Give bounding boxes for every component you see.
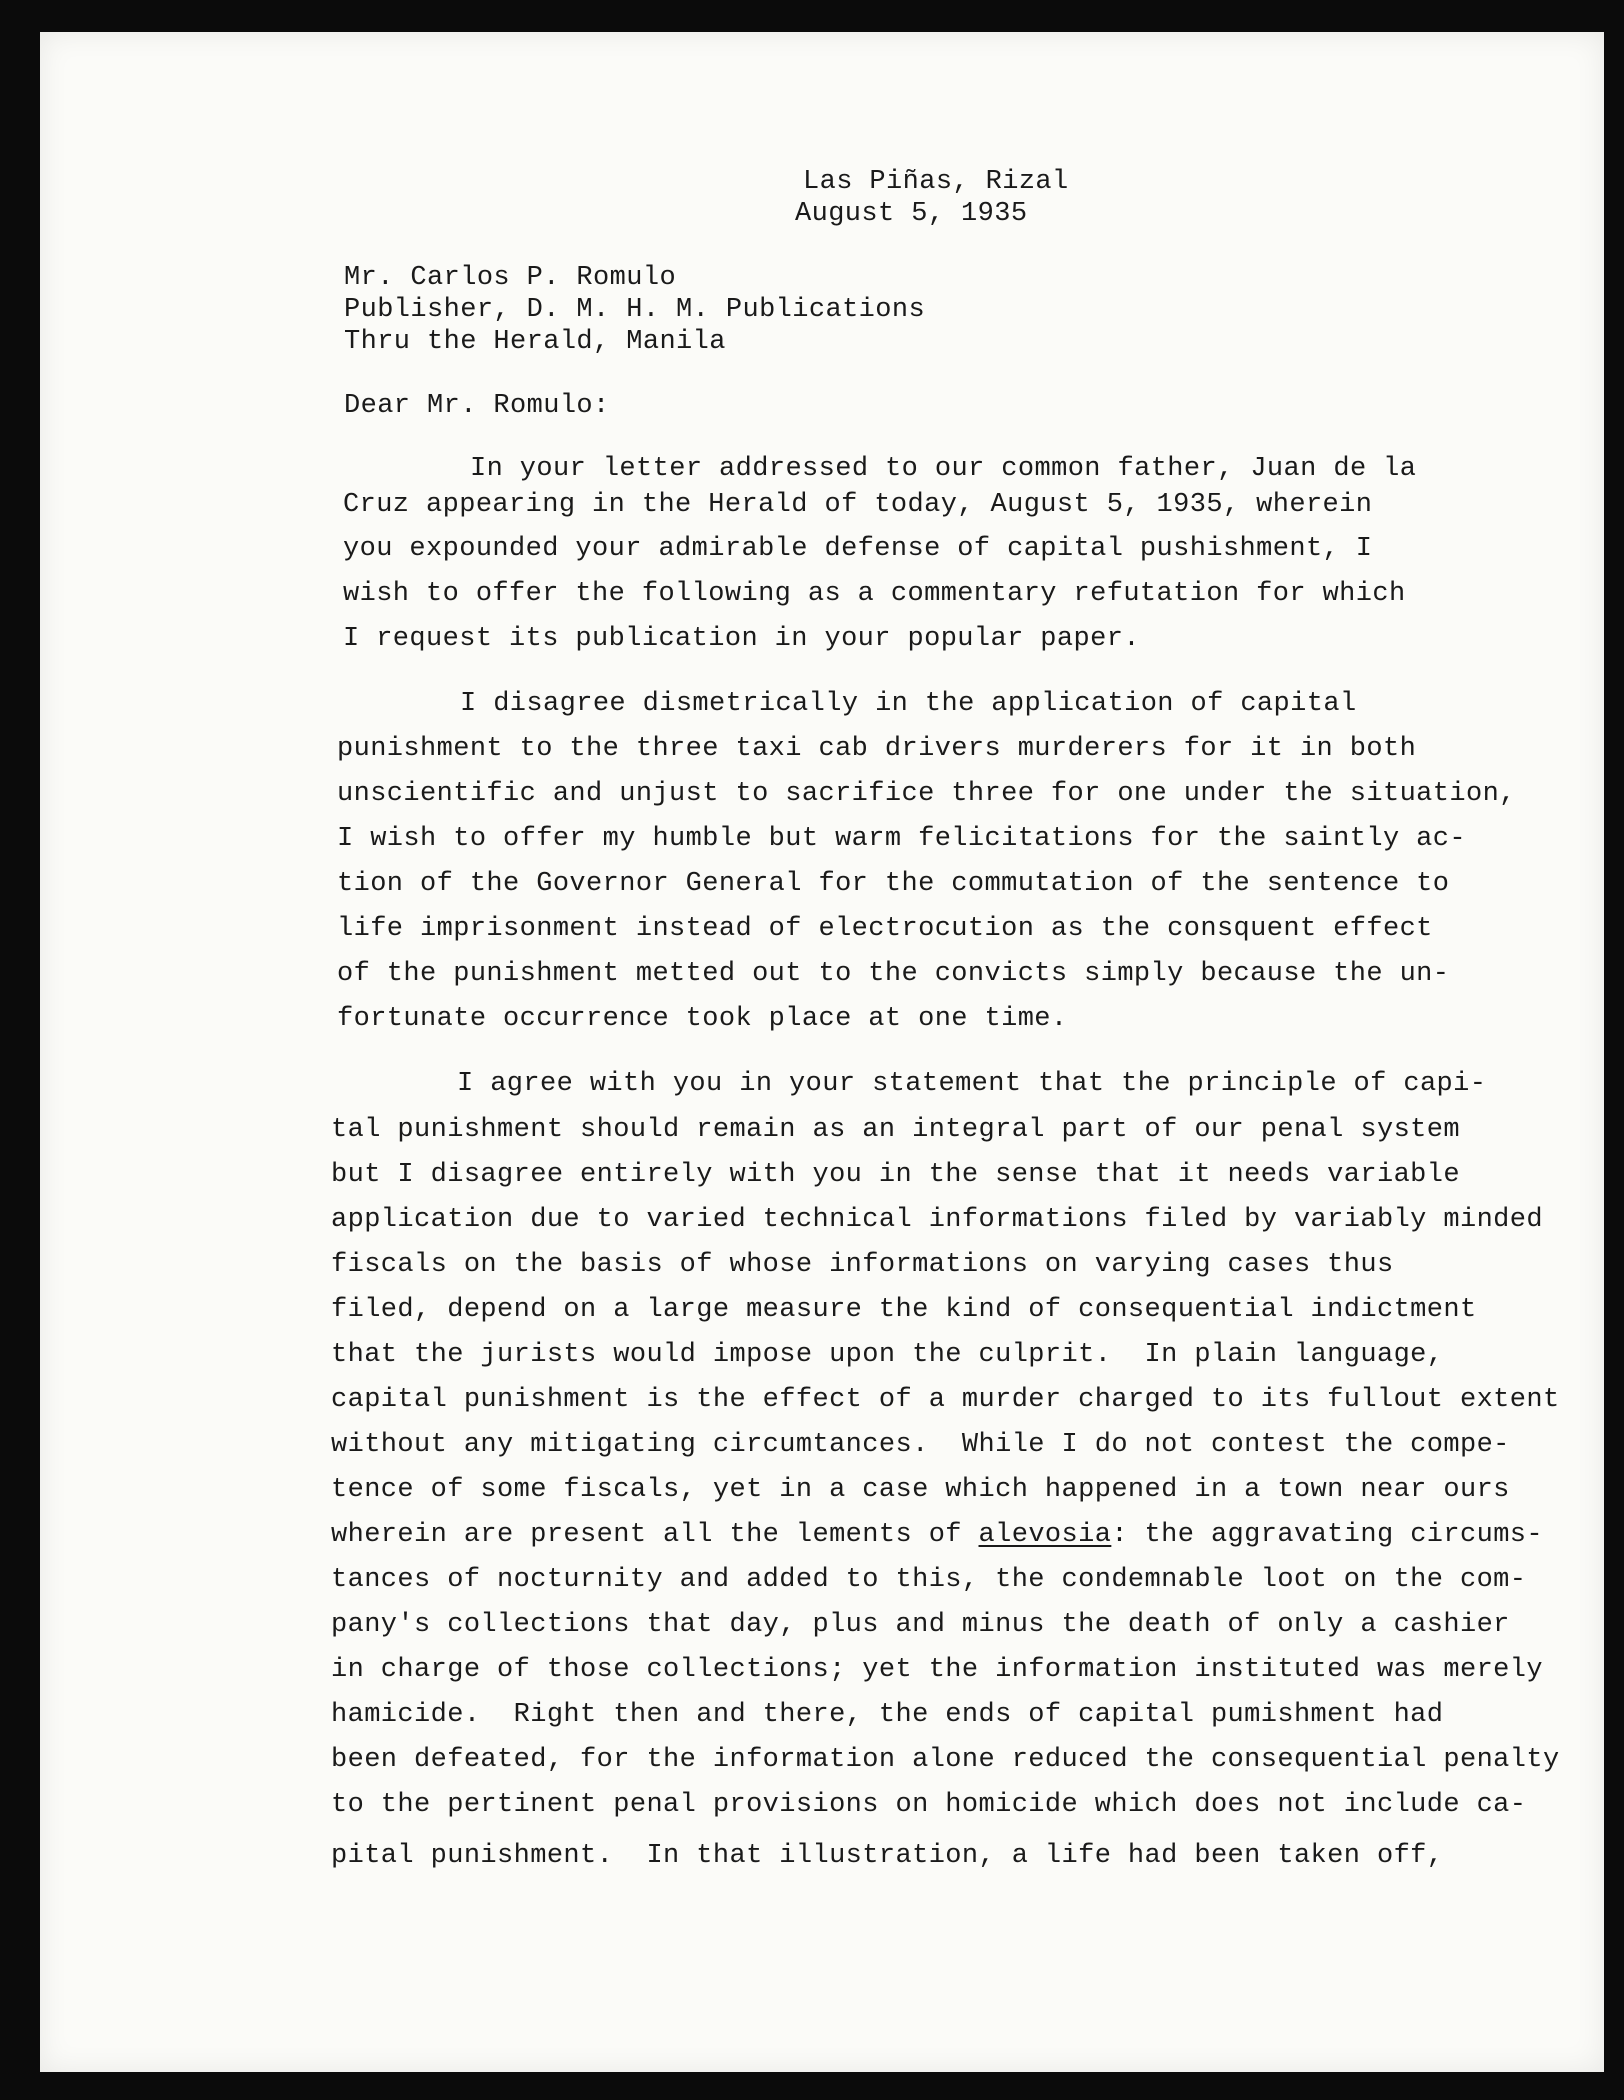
paragraph-3-line: to the pertinent penal provisions on homicide which does not include ca- <box>331 1790 1527 1820</box>
paragraph-3-line: application due to varied technical informations filed by variably minded <box>331 1205 1543 1235</box>
paragraph-3-line: without any mitigating circumtances. While I do not contest the compe- <box>331 1430 1510 1460</box>
paragraph-2-line: of the punishment metted out to the convicts simply because the un- <box>337 959 1450 989</box>
paragraph-2-line: fortunate occurrence took place at one time. <box>337 1004 1068 1034</box>
paragraph-3-line: tal punishment should remain as an integral part of our penal system <box>331 1115 1460 1145</box>
paragraph-3-line: tence of some fiscals, yet in a case which happened in a town near ours <box>331 1475 1510 1505</box>
typed-letter-body <box>40 32 1604 2072</box>
addressee-name: Mr. Carlos P. Romulo <box>344 263 677 293</box>
paragraph-1-line: Cruz appearing in the Herald of today, August 5, 1935, wherein <box>343 490 1373 520</box>
text-segment: : the aggravating circums- <box>1111 1520 1544 1550</box>
paragraph-3-line: filed, depend on a large measure the kind of consequential indictment <box>331 1295 1477 1325</box>
paragraph-3-line: capital punishment is the effect of a murder charged to its fullout extent <box>331 1385 1560 1415</box>
paragraph-2-line: punishment to the three taxi cab drivers murderers for it in both <box>337 734 1417 764</box>
paragraph-2-line: tion of the Governor General for the commutation of the sentence to <box>337 869 1450 899</box>
salutation: Dear Mr. Romulo: <box>344 391 610 421</box>
paragraph-3-line: been defeated, for the information alone reduced the consequential penalty <box>331 1745 1560 1775</box>
paragraph-3-line: that the jurists would impose upon the culprit. In plain language, <box>331 1340 1444 1370</box>
paragraph-3-line: fiscals on the basis of whose informations on varying cases thus <box>331 1250 1394 1280</box>
paragraph-2-line: I disagree dismetrically in the application of capital <box>460 689 1357 719</box>
letter-page <box>40 32 1604 2072</box>
paragraph-3-line: I agree with you in your statement that the principle of capi- <box>457 1069 1487 1099</box>
paragraph-3-line: in charge of those collections; yet the information instituted was merely <box>331 1655 1543 1685</box>
addressee-title: Publisher, D. M. H. M. Publications <box>344 295 926 325</box>
paragraph-2-line: unscientific and unjust to sacrifice three for one under the situation, <box>337 779 1516 809</box>
paragraph-3-line: pital punishment. In that illustration, a life had been taken off, <box>331 1841 1444 1871</box>
paragraph-1-line: In your letter addressed to our common father, Juan de la <box>470 454 1417 484</box>
underlined-term: alevosia <box>978 1520 1112 1550</box>
paragraph-2-line: life imprisonment instead of electrocution as the consquent effect <box>337 914 1433 944</box>
paragraph-2-line: I wish to offer my humble but warm felicitations for the saintly ac- <box>337 824 1466 854</box>
letter-place: Las Piñas, Rizal <box>803 167 1069 197</box>
paragraph-1-line: you expounded your admirable defense of capital pushishment, I <box>343 534 1373 564</box>
paragraph-1-line: I request its publication in your popular paper. <box>343 624 1140 654</box>
paragraph-3-line: pany's collections that day, plus and minus the death of only a cashier <box>331 1610 1510 1640</box>
text-segment: wherein are present all the lements of <box>331 1520 979 1550</box>
paragraph-3-line: but I disagree entirely with you in the sense that it needs variable <box>331 1160 1460 1190</box>
paragraph-3-line <box>331 1519 1543 1551</box>
paragraph-1-line: wish to offer the following as a commentary refutation for which <box>343 579 1406 609</box>
paragraph-3-line: tances of nocturnity and added to this, the condemnable loot on the com- <box>331 1565 1527 1595</box>
letter-date: August 5, 1935 <box>795 199 1028 229</box>
addressee-address: Thru the Herald, Manila <box>344 327 726 357</box>
paragraph-3-line: hamicide. Right then and there, the ends of capital pumishment had <box>331 1700 1444 1730</box>
